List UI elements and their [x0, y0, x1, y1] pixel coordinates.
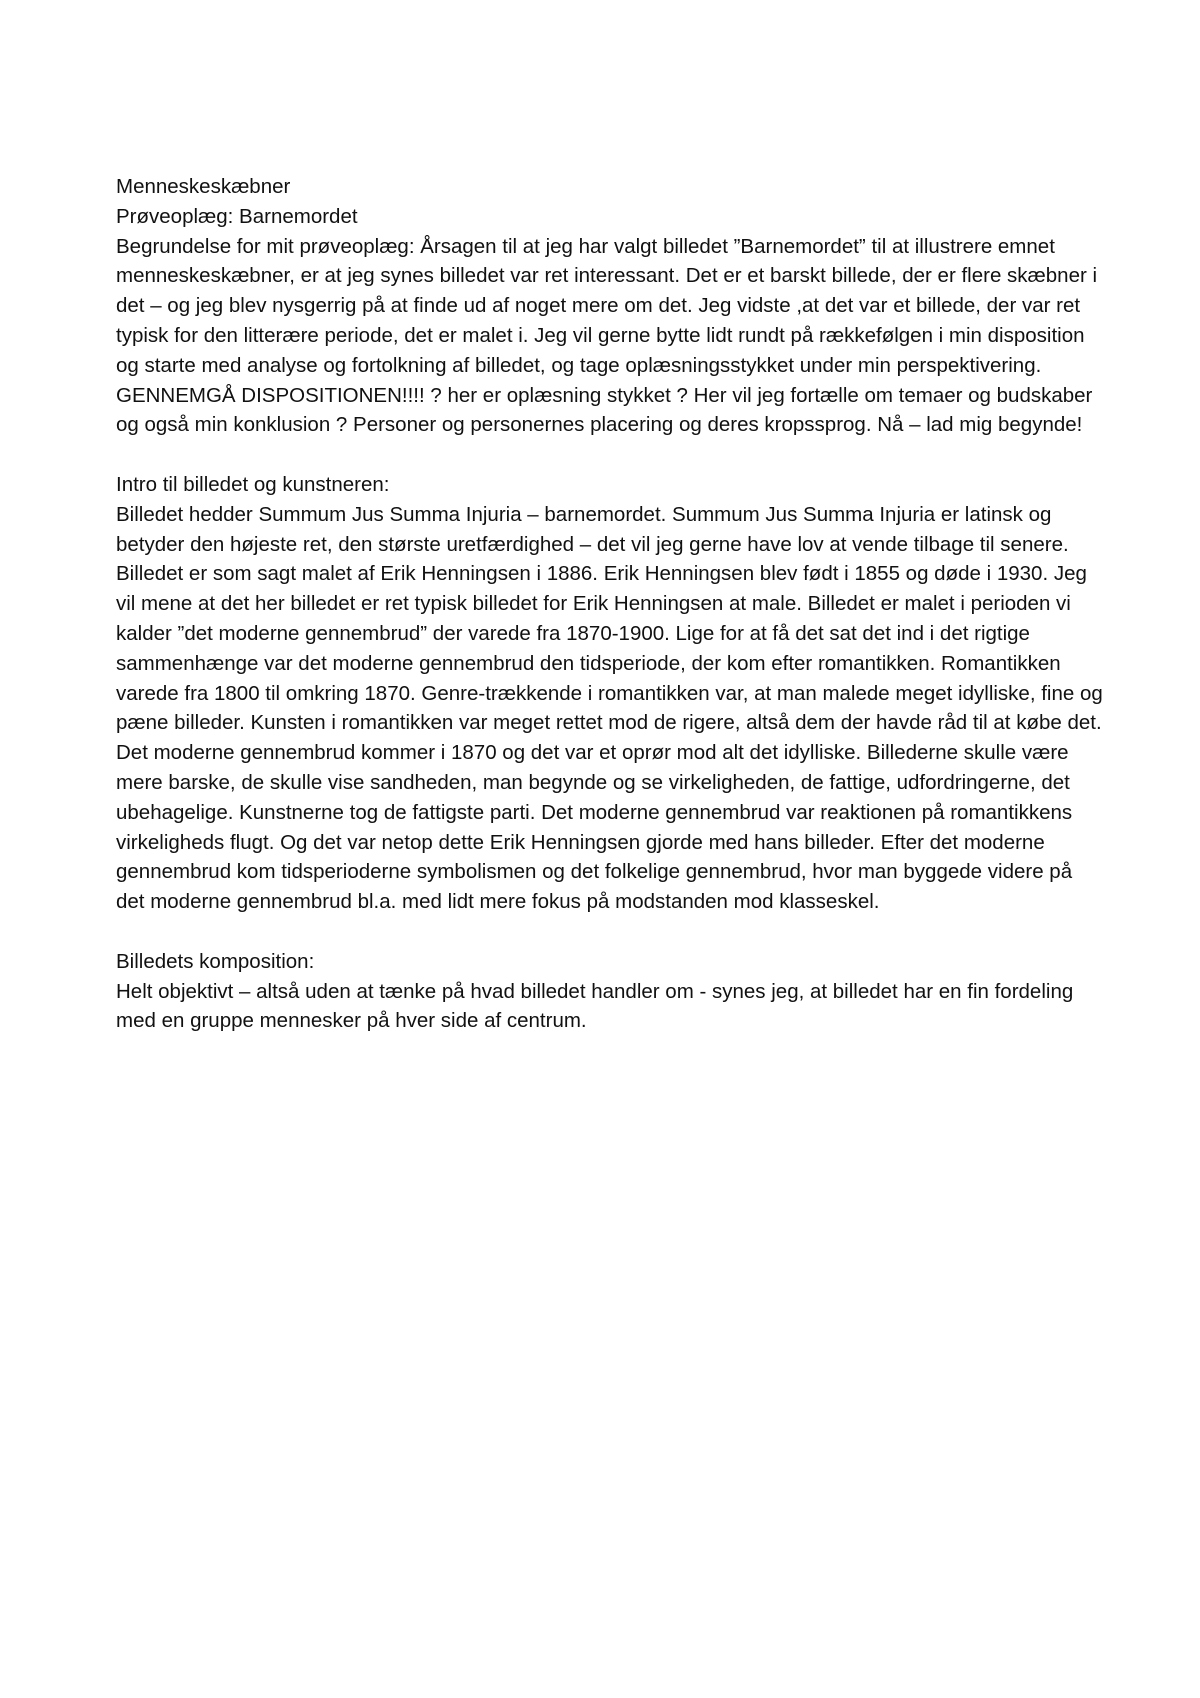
section-body-intro: Billedet hedder Summum Jus Summa Injuria – barnemordet. Summum Jus Summa Injuria er latinsk og betyder den højeste ret, den største uretfærdighed – det vil jeg gerne have lov at vende tilbage til senere. Billedet er som sagt malet af Erik Henningsen i 1886. Erik Henningsen blev født i 1855 og døde i 1930. Jeg vil mene at det her billedet er ret typisk billedet for Erik Henningsen at male. Billedet er malet i perioden vi kalder ”det moderne gennembrud” der varede fra 1870-1900. Lige for at få det sat det ind i det rigtige sammenhænge var det moderne gennembrud den tidsperiode, der kom efter romantikken. Romantikken varede fra 1800 til omkring 1870. Genre-trækkende i romantikken var, at man malede meget idylliske, fine og pæne billeder. Kunsten i romantikken var meget rettet mod de rigere, altså dem der havde råd til at købe det. Det moderne gennembrud kommer i 1870 og det var et oprør mod alt det idylliske. Billederne skulle være mere barske, de skulle vise sandheden, man begynde og se virkeligheden, de fattige, udfordringerne, det ubehagelige. Kunstnerne tog de fattigste parti. Det moderne gennembrud var reaktionen på romantikkens virkeligheds flugt. Og det var netop dette Erik Henningsen gjorde med hans billeder. Efter det moderne gennembrud kom tidsperioderne symbolismen og det folkelige gennembrud, hvor man byggede videre på det moderne gennembrud bl.a. med lidt mere fokus på modstanden mod klasseskel. — [116, 502, 1103, 914]
section-body-composition: Helt objektivt – altså uden at tænke på hvad billedet handler om - synes jeg, at billedet har en fin fordeling med en gruppe mennesker på hver side af centrum. — [116, 979, 1074, 1033]
document-title: Menneskeskæbner — [116, 175, 291, 198]
document-subtitle: Prøveoplæg: Barnemordet — [116, 204, 358, 228]
paragraph-gap — [116, 917, 1106, 947]
document-page — [116, 172, 1106, 1036]
section-heading-intro: Intro til billedet og kunstneren: — [116, 472, 390, 496]
intro-paragraph: Begrundelse for mit prøveoplæg: Årsagen til at jeg har valgt billedet ”Barnemordet” til at illustrere emnet menneskeskæbner, er at jeg synes billedet var ret interessant. Det er et barskt billede, der er flere skæbner i det – og jeg blev nysgerrig på at finde ud af noget mere om det. Jeg vidste ,at det var et billede, der var ret typisk for den litterære periode, det er malet i. Jeg vil gerne bytte lidt rundt på rækkefølgen i min disposition og starte med analyse og fortolkning af billedet, og tage oplæsningsstykket under min perspektivering. GENNEMGÅ DISPOSITIONEN!!!! ? her er oplæsning stykket ? Her vil jeg fortælle om temaer og budskaber og også min konklusion ? Personer og personernes placering og deres kropssprog. Nå – lad mig begynde! — [116, 234, 1098, 437]
paragraph-gap — [116, 440, 1106, 470]
section-heading-composition: Billedets komposition: — [116, 949, 315, 973]
